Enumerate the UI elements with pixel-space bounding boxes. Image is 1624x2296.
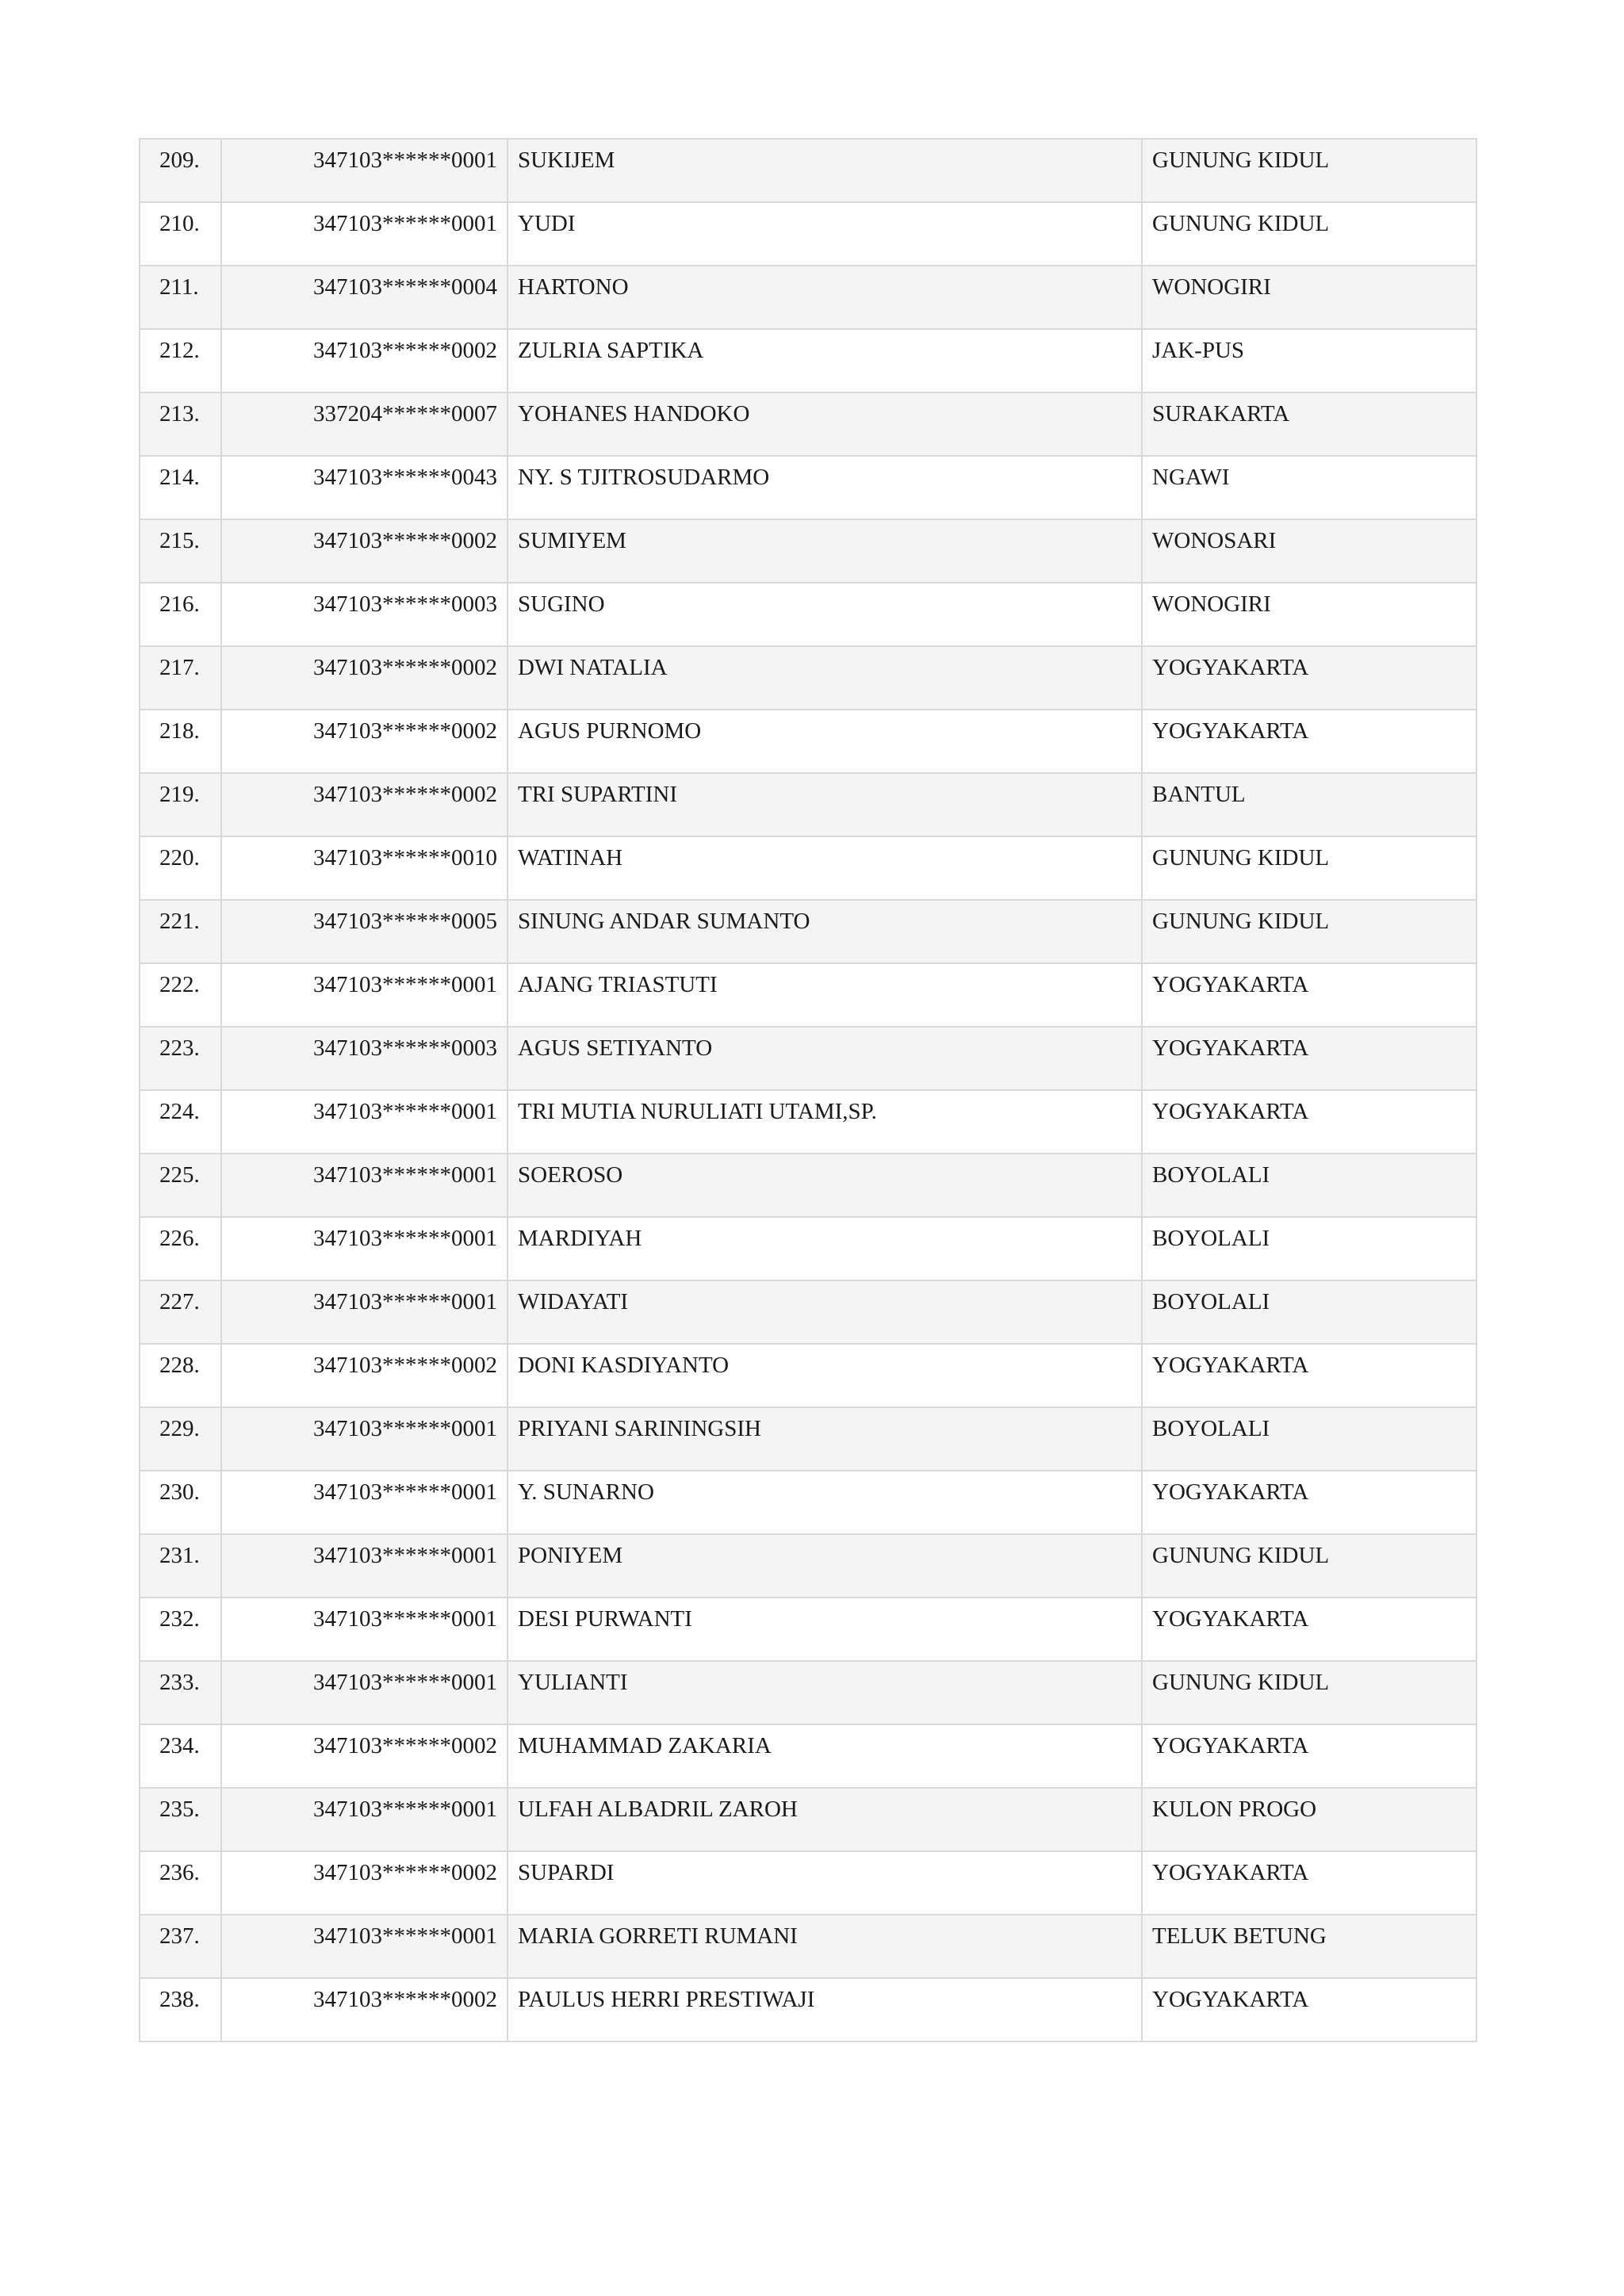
city-cell: YOGYAKARTA (1142, 710, 1477, 773)
table-row (140, 1280, 1477, 1344)
row-number-cell: 231. (140, 1534, 221, 1598)
city-cell: YOGYAKARTA (1142, 963, 1477, 1027)
city-cell: YOGYAKARTA (1142, 1724, 1477, 1788)
name-cell: YUDI (508, 202, 1142, 266)
city-cell: KULON PROGO (1142, 1788, 1477, 1851)
data-table-container (139, 138, 1476, 2042)
row-number-cell: 238. (140, 1978, 221, 2042)
city-cell: YOGYAKARTA (1142, 1471, 1477, 1534)
name-cell: TRI SUPARTINI (508, 773, 1142, 836)
nik-cell: 347103******0001 (221, 1280, 508, 1344)
table-row (140, 1598, 1477, 1661)
city-cell: GUNUNG KIDUL (1142, 139, 1477, 202)
name-cell: SUPARDI (508, 1851, 1142, 1915)
nik-cell: 347103******0003 (221, 1027, 508, 1090)
table-row (140, 1344, 1477, 1407)
row-number-cell: 221. (140, 900, 221, 963)
table-row (140, 583, 1477, 646)
name-cell: SUGINO (508, 583, 1142, 646)
row-number-cell: 213. (140, 392, 221, 456)
table-row (140, 392, 1477, 456)
city-cell: SURAKARTA (1142, 392, 1477, 456)
nik-cell: 347103******0002 (221, 329, 508, 392)
row-number-cell: 210. (140, 202, 221, 266)
row-number-cell: 217. (140, 646, 221, 710)
city-cell: GUNUNG KIDUL (1142, 202, 1477, 266)
row-number-cell: 225. (140, 1154, 221, 1217)
name-cell: Y. SUNARNO (508, 1471, 1142, 1534)
city-cell: JAK-PUS (1142, 329, 1477, 392)
row-number-cell: 233. (140, 1661, 221, 1724)
table-row (140, 1788, 1477, 1851)
table-row (140, 456, 1477, 519)
table-row (140, 1915, 1477, 1978)
table-row (140, 1407, 1477, 1471)
nik-cell: 347103******0001 (221, 1090, 508, 1154)
city-cell: YOGYAKARTA (1142, 1344, 1477, 1407)
city-cell: GUNUNG KIDUL (1142, 1534, 1477, 1598)
nik-cell: 347103******0002 (221, 1851, 508, 1915)
city-cell: GUNUNG KIDUL (1142, 1661, 1477, 1724)
city-cell: WONOGIRI (1142, 266, 1477, 329)
row-number-cell: 227. (140, 1280, 221, 1344)
nik-cell: 347103******0002 (221, 519, 508, 583)
nik-cell: 347103******0001 (221, 1471, 508, 1534)
nik-cell: 347103******0002 (221, 773, 508, 836)
row-number-cell: 219. (140, 773, 221, 836)
row-number-cell: 236. (140, 1851, 221, 1915)
city-cell: BOYOLALI (1142, 1217, 1477, 1280)
row-number-cell: 229. (140, 1407, 221, 1471)
data-table (139, 138, 1477, 2042)
name-cell: SOEROSO (508, 1154, 1142, 1217)
city-cell: NGAWI (1142, 456, 1477, 519)
table-row (140, 1851, 1477, 1915)
nik-cell: 347103******0001 (221, 202, 508, 266)
table-row (140, 646, 1477, 710)
name-cell: YULIANTI (508, 1661, 1142, 1724)
nik-cell: 347103******0002 (221, 646, 508, 710)
row-number-cell: 222. (140, 963, 221, 1027)
city-cell: TELUK BETUNG (1142, 1915, 1477, 1978)
name-cell: WATINAH (508, 836, 1142, 900)
table-row (140, 710, 1477, 773)
name-cell: ULFAH ALBADRIL ZAROH (508, 1788, 1142, 1851)
table-row (140, 1027, 1477, 1090)
name-cell: SINUNG ANDAR SUMANTO (508, 900, 1142, 963)
nik-cell: 347103******0002 (221, 1724, 508, 1788)
name-cell: MARDIYAH (508, 1217, 1142, 1280)
name-cell: YOHANES HANDOKO (508, 392, 1142, 456)
row-number-cell: 220. (140, 836, 221, 900)
name-cell: DONI KASDIYANTO (508, 1344, 1142, 1407)
name-cell: NY. S TJITROSUDARMO (508, 456, 1142, 519)
name-cell: ZULRIA SAPTIKA (508, 329, 1142, 392)
row-number-cell: 235. (140, 1788, 221, 1851)
city-cell: WONOSARI (1142, 519, 1477, 583)
table-row (140, 1661, 1477, 1724)
name-cell: SUKIJEM (508, 139, 1142, 202)
name-cell: WIDAYATI (508, 1280, 1142, 1344)
table-body (140, 139, 1477, 2042)
row-number-cell: 214. (140, 456, 221, 519)
name-cell: AGUS SETIYANTO (508, 1027, 1142, 1090)
city-cell: BOYOLALI (1142, 1154, 1477, 1217)
name-cell: AGUS PURNOMO (508, 710, 1142, 773)
city-cell: YOGYAKARTA (1142, 1851, 1477, 1915)
nik-cell: 337204******0007 (221, 392, 508, 456)
row-number-cell: 211. (140, 266, 221, 329)
row-number-cell: 234. (140, 1724, 221, 1788)
table-row (140, 329, 1477, 392)
name-cell: PONIYEM (508, 1534, 1142, 1598)
city-cell: YOGYAKARTA (1142, 1978, 1477, 2042)
row-number-cell: 237. (140, 1915, 221, 1978)
table-row (140, 266, 1477, 329)
row-number-cell: 223. (140, 1027, 221, 1090)
row-number-cell: 232. (140, 1598, 221, 1661)
table-row (140, 963, 1477, 1027)
city-cell: YOGYAKARTA (1142, 1090, 1477, 1154)
table-row (140, 202, 1477, 266)
nik-cell: 347103******0001 (221, 1534, 508, 1598)
city-cell: BOYOLALI (1142, 1280, 1477, 1344)
city-cell: BOYOLALI (1142, 1407, 1477, 1471)
nik-cell: 347103******0010 (221, 836, 508, 900)
nik-cell: 347103******0043 (221, 456, 508, 519)
name-cell: PAULUS HERRI PRESTIWAJI (508, 1978, 1142, 2042)
city-cell: GUNUNG KIDUL (1142, 900, 1477, 963)
row-number-cell: 212. (140, 329, 221, 392)
nik-cell: 347103******0001 (221, 1217, 508, 1280)
row-number-cell: 230. (140, 1471, 221, 1534)
name-cell: TRI MUTIA NURULIATI UTAMI,SP. (508, 1090, 1142, 1154)
city-cell: YOGYAKARTA (1142, 646, 1477, 710)
row-number-cell: 209. (140, 139, 221, 202)
nik-cell: 347103******0001 (221, 1598, 508, 1661)
nik-cell: 347103******0001 (221, 1661, 508, 1724)
name-cell: SUMIYEM (508, 519, 1142, 583)
city-cell: YOGYAKARTA (1142, 1598, 1477, 1661)
nik-cell: 347103******0005 (221, 900, 508, 963)
table-row (140, 1724, 1477, 1788)
city-cell: GUNUNG KIDUL (1142, 836, 1477, 900)
table-row (140, 836, 1477, 900)
table-row (140, 773, 1477, 836)
city-cell: BANTUL (1142, 773, 1477, 836)
table-row (140, 900, 1477, 963)
nik-cell: 347103******0002 (221, 1344, 508, 1407)
row-number-cell: 218. (140, 710, 221, 773)
table-row (140, 519, 1477, 583)
row-number-cell: 226. (140, 1217, 221, 1280)
name-cell: MUHAMMAD ZAKARIA (508, 1724, 1142, 1788)
row-number-cell: 216. (140, 583, 221, 646)
table-row (140, 1978, 1477, 2042)
city-cell: YOGYAKARTA (1142, 1027, 1477, 1090)
name-cell: PRIYANI SARININGSIH (508, 1407, 1142, 1471)
nik-cell: 347103******0001 (221, 1407, 508, 1471)
table-row (140, 1471, 1477, 1534)
city-cell: WONOGIRI (1142, 583, 1477, 646)
nik-cell: 347103******0001 (221, 963, 508, 1027)
name-cell: HARTONO (508, 266, 1142, 329)
nik-cell: 347103******0001 (221, 1154, 508, 1217)
table-row (140, 139, 1477, 202)
row-number-cell: 215. (140, 519, 221, 583)
nik-cell: 347103******0003 (221, 583, 508, 646)
nik-cell: 347103******0004 (221, 266, 508, 329)
nik-cell: 347103******0001 (221, 139, 508, 202)
nik-cell: 347103******0002 (221, 710, 508, 773)
row-number-cell: 228. (140, 1344, 221, 1407)
nik-cell: 347103******0001 (221, 1915, 508, 1978)
table-row (140, 1534, 1477, 1598)
name-cell: MARIA GORRETI RUMANI (508, 1915, 1142, 1978)
table-row (140, 1090, 1477, 1154)
name-cell: DWI NATALIA (508, 646, 1142, 710)
name-cell: DESI PURWANTI (508, 1598, 1142, 1661)
table-row (140, 1217, 1477, 1280)
nik-cell: 347103******0002 (221, 1978, 508, 2042)
name-cell: AJANG TRIASTUTI (508, 963, 1142, 1027)
table-row (140, 1154, 1477, 1217)
row-number-cell: 224. (140, 1090, 221, 1154)
nik-cell: 347103******0001 (221, 1788, 508, 1851)
